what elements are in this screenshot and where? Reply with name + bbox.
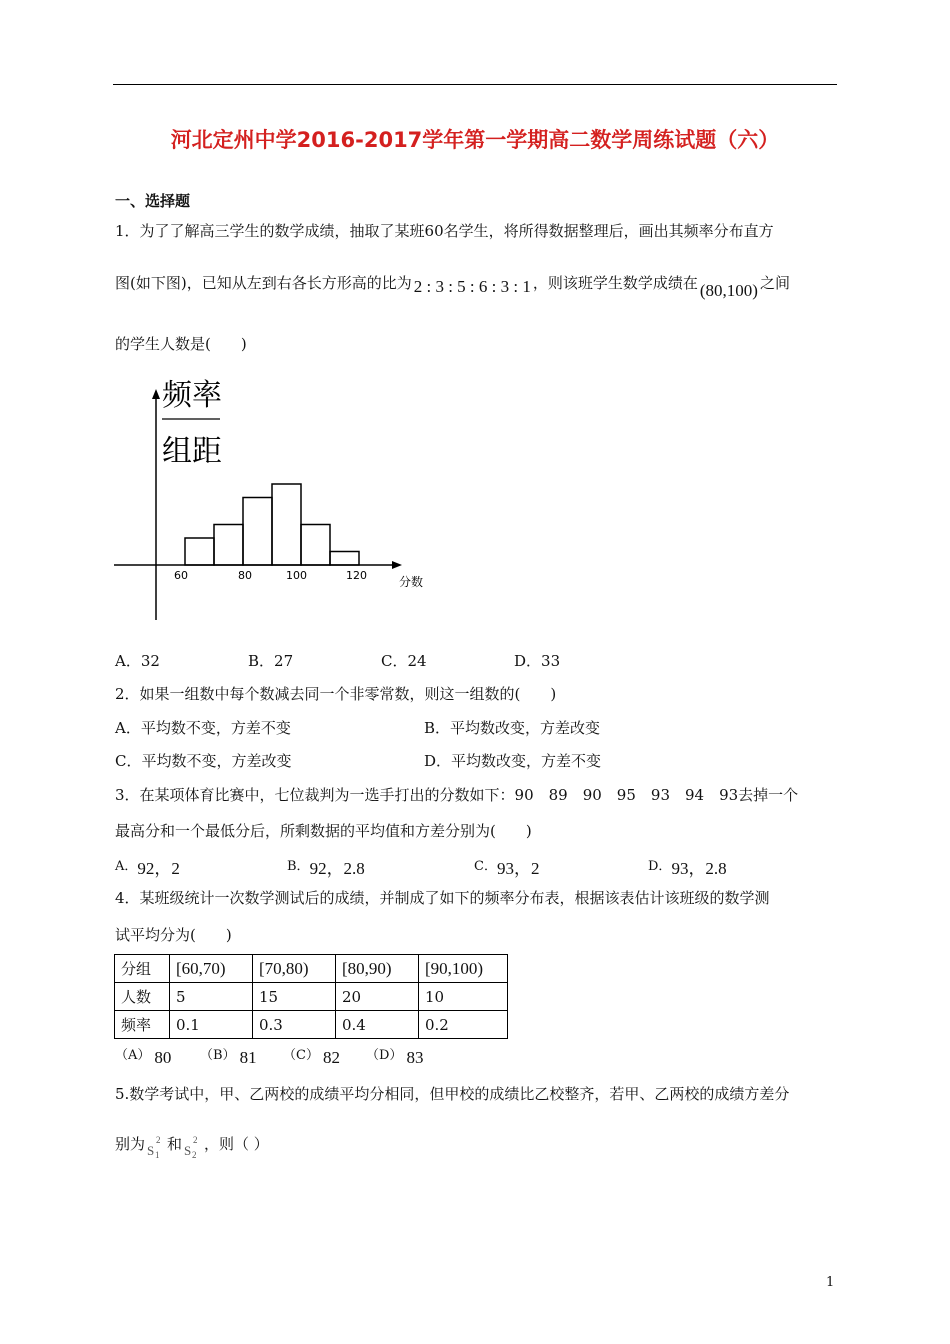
q5-s2-squared xyxy=(182,1135,204,1160)
table-cell: 0.3 xyxy=(253,1011,336,1039)
q1-line1: 1．为了了解高三学生的数学成绩，抽取了某班60名学生，将所得数据整理后，画出其频率分布直方 xyxy=(115,222,774,240)
q4-option-b xyxy=(200,1044,257,1067)
ylabel-top: 频率 xyxy=(162,378,222,413)
q2-stem: 2．如果一组数中每个数减去同一个非零常数，则这一组数的( ) xyxy=(115,685,557,703)
q4-option-d xyxy=(366,1044,424,1067)
tick-label-60: 60 xyxy=(174,569,188,582)
q3-option-d xyxy=(648,850,727,878)
histogram-bar xyxy=(185,538,214,565)
q1-line2c: 之间 xyxy=(759,274,790,292)
table-cell: 20 xyxy=(336,983,419,1011)
q1-interval: (80,100) xyxy=(699,281,758,300)
tick-label-80: 80 xyxy=(238,569,252,582)
q3-option-b xyxy=(287,850,365,878)
q5-and: 和 xyxy=(167,1135,183,1153)
q1-option-a: A．32 xyxy=(115,652,160,670)
q3-option-a xyxy=(115,850,180,878)
table-cell: 5 xyxy=(170,983,253,1011)
page-title: 河北定州中学2016-2017学年第一学期高二数学周练试题（六） xyxy=(170,128,780,152)
q3-option-d-value: 93，2.8 xyxy=(671,859,727,878)
q4-option-d-value: 83 xyxy=(406,1048,424,1067)
q5-s2-sub: 2 xyxy=(192,1150,197,1160)
table-cell: 分组 xyxy=(115,955,170,983)
q4-option-c xyxy=(283,1044,340,1067)
q5-s2-sup: 2 xyxy=(193,1135,198,1145)
histogram-bar xyxy=(330,552,359,566)
q3-option-c-label: C． xyxy=(474,859,497,874)
q5-s1-sub: 1 xyxy=(155,1150,160,1160)
q3-option-b-label: B． xyxy=(287,859,310,874)
q1-option-c: C．24 xyxy=(381,652,427,670)
table-cell: 频率 xyxy=(115,1011,170,1039)
q3-option-c-value: 93，2 xyxy=(496,859,540,878)
x-axis-arrow xyxy=(392,561,402,569)
q4-option-a-value: 80 xyxy=(154,1048,172,1067)
q1-ratio: 2 : 3 : 5 : 6 : 3 : 1 xyxy=(413,277,531,296)
table-cell: [70,80) xyxy=(253,955,336,983)
histogram-bar xyxy=(243,498,272,566)
q3-option-a-label: A． xyxy=(115,859,138,874)
table-cell: 0.1 xyxy=(170,1011,253,1039)
table-cell: [90,100) xyxy=(419,955,508,983)
table-cell: [80,90) xyxy=(336,955,419,983)
q1-option-d: D．33 xyxy=(514,652,561,670)
tick-label-100: 100 xyxy=(286,569,307,582)
q4-option-a xyxy=(115,1044,172,1067)
q4-line2: 试平均分为( ) xyxy=(115,926,232,944)
q5-s1-squared xyxy=(145,1135,167,1160)
q2-option-c: C．平均数不变，方差改变 xyxy=(115,752,292,770)
q1-line2 xyxy=(115,272,790,300)
table-cell: 人数 xyxy=(115,983,170,1011)
q5-s2: S xyxy=(184,1143,192,1158)
q5-line2b: ，则（ ） xyxy=(204,1135,269,1153)
q3-option-d-label: D． xyxy=(648,859,672,874)
histogram-bar xyxy=(301,525,330,566)
q5-line2 xyxy=(115,1133,269,1159)
q1-line2a: 图(如下图)，已知从左到右各长方形高的比为 xyxy=(115,274,412,292)
q1-option-b: B．27 xyxy=(248,652,294,670)
table-cell: 0.2 xyxy=(419,1011,508,1039)
q1-line3: 的学生人数是( ) xyxy=(115,335,247,353)
ylabel-bottom: 组距 xyxy=(162,434,222,469)
histogram-bars xyxy=(185,484,359,565)
frequency-table xyxy=(114,954,508,1039)
q5-s1: S xyxy=(147,1143,155,1158)
q3-line2: 最高分和一个最低分后，所剩数据的平均值和方差分别为( ) xyxy=(115,822,532,840)
q4-option-d-label: （D） xyxy=(366,1048,403,1063)
q4-option-a-label: （A） xyxy=(115,1048,151,1063)
tick-label-120: 120 xyxy=(346,569,367,582)
table-row xyxy=(115,983,508,1011)
q5-line1: 5.数学考试中，甲、乙两校的成绩平均分相同，但甲校的成绩比乙校整齐，若甲、乙两校的成绩方差分 xyxy=(115,1085,790,1103)
page-number: 1 xyxy=(826,1275,835,1290)
q4-option-c-label: （C） xyxy=(283,1048,319,1063)
q4-option-b-label: （B） xyxy=(200,1048,236,1063)
header-rule xyxy=(113,84,837,85)
q5-s1-sup: 2 xyxy=(156,1135,161,1145)
q4-option-c-value: 82 xyxy=(322,1048,340,1067)
q1-line2b: ，则该班学生数学成绩在 xyxy=(532,274,698,292)
section-heading: 一、选择题 xyxy=(115,192,191,210)
q5-line2a: 别为 xyxy=(115,1135,146,1153)
y-axis-arrow xyxy=(152,389,160,399)
q2-option-a: A．平均数不变，方差不变 xyxy=(115,719,291,737)
q4-line1: 4．某班级统计一次数学测试后的成绩，并制成了如下的频率分布表，根据该表估计该班级的数学测 xyxy=(115,889,770,907)
table-row xyxy=(115,955,508,983)
q2-option-d: D．平均数改变，方差不变 xyxy=(424,752,602,770)
histogram-bar xyxy=(214,525,243,566)
table-cell: 15 xyxy=(253,983,336,1011)
table-cell: 0.4 xyxy=(336,1011,419,1039)
table-row xyxy=(115,1011,508,1039)
q3-option-b-value: 92，2.8 xyxy=(309,859,365,878)
q3-option-a-value: 92，2 xyxy=(137,859,180,878)
q3-option-c xyxy=(474,850,540,878)
frequency-histogram xyxy=(110,365,440,625)
table-cell: 10 xyxy=(419,983,508,1011)
xlabel: 分数 xyxy=(399,575,424,589)
q4-option-b-value: 81 xyxy=(239,1048,257,1067)
histogram-bar xyxy=(272,484,301,565)
table-cell: [60,70) xyxy=(170,955,253,983)
q3-line1: 3．在某项体育比赛中，七位裁判为一选手打出的分数如下：90 89 90 95 93 94 93去掉一个 xyxy=(115,786,799,804)
q2-option-b: B．平均数改变，方差改变 xyxy=(424,719,601,737)
